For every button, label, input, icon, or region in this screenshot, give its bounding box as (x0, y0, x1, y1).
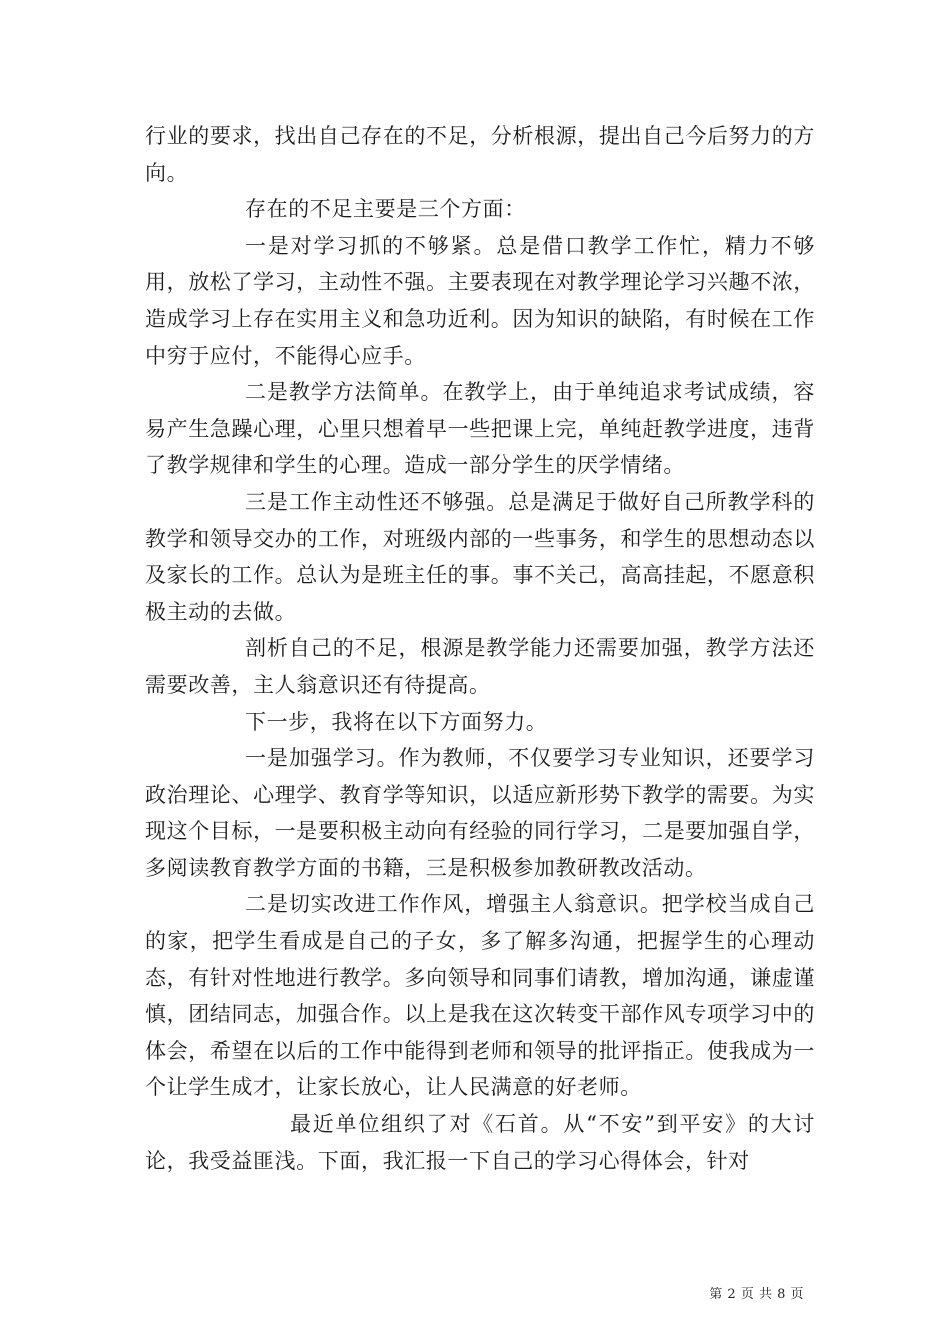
paragraph-next-steps-intro: 下一步，我将在以下方面努力。 (245, 709, 548, 734)
document-body (145, 118, 815, 1179)
paragraph-shortcoming-3: 三是工作主动性还不够强。总是满足于做好自己所教学科的教学和领导交办的工作，对班级内部的一些事务，和学生的思想动态以及家长的工作。总认为是班主任的事。事不关己，高高挂起，不愿意积极主动的去做。 (145, 489, 815, 624)
paragraph-new-section: 最近单位组织了对《石首。从“不安”到平安》的大讨论，我受益匪浅。下面，我汇报一下自己的学习心得体会，针对 (145, 1112, 815, 1173)
paragraph-improvement-1: 一是加强学习。作为教师，不仅要学习专业知识，还要学习政治理论、心理学、教育学等知识，以适应新形势下教学的需要。为实现这个目标，一是要积极主动向有经验的同行学习，二是要加强自学，多阅读教育教学方面的书籍，三是积极参加教研教改活动。 (145, 746, 815, 880)
paragraph-continued: 行业的要求，找出自己存在的不足，分析根源，提出自己今后努力的方向。 (145, 124, 815, 185)
paragraph-shortcoming-1: 一是对学习抓的不够紧。总是借口教学工作忙，精力不够用，放松了学习，主动性不强。主要表现在对教学理论学习兴趣不浓，造成学习上存在实用主义和急功近利。因为知识的缺陷，有时候在工作中穷于应付，不能得心应手。 (145, 233, 815, 368)
page-number-footer: 第 2 页 共 8 页 (709, 1287, 804, 1302)
paragraph-shortcomings-intro: 存在的不足主要是三个方面： (245, 197, 526, 222)
paragraph-improvement-2: 二是切实改进工作作风，增强主人翁意识。把学校当成自己的家，把学生看成是自己的子女，多了解多沟通，把握学生的心理动态，有针对性地进行教学。多向领导和同事们请教，增加沟通，谦虚谨慎，团结同志，加强合作。以上是我在这次转变干部作风专项学习中的体会，希望在以后的工作中能得到老师和领导的批评指正。使我成为一个让学生成才，让家长放心，让人民满意的好老师。 (145, 892, 815, 1100)
paragraph-root-cause: 剖析自己的不足，根源是教学能力还需要加强，教学方法还需要改善，主人翁意识还有待提高。 (145, 636, 815, 697)
paragraph-shortcoming-2: 二是教学方法简单。在教学上，由于单纯追求考试成绩，容易产生急躁心理，心里只想着早一些把课上完，单纯赶教学进度，违背了教学规律和学生的心理。造成一部分学生的厌学情绪。 (145, 380, 815, 478)
